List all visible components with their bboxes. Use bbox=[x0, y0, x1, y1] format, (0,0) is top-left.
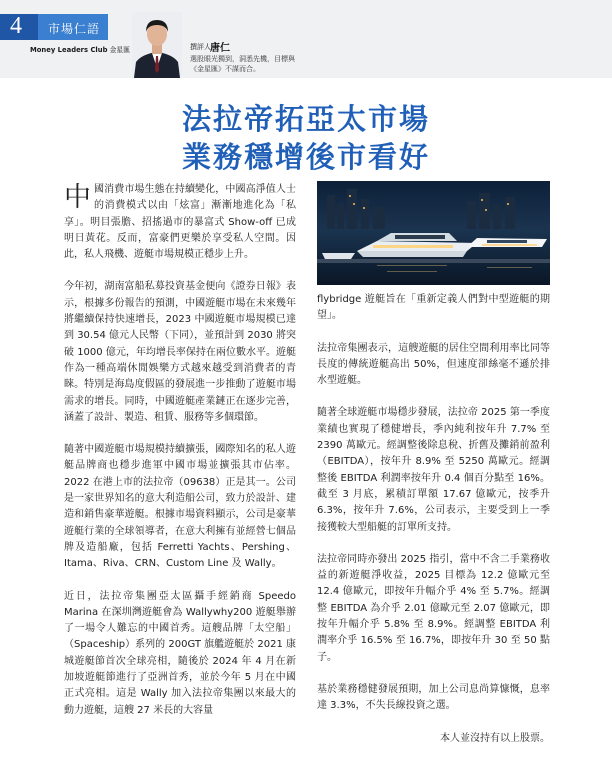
column-tab bbox=[38, 14, 108, 40]
paragraph: 今年初，湖南富船私募投資基金便向《證券日報》表示，根據多份報告的預測，中國遊艇市場在未來幾年將繼續保持快速增長，2023 中國遊艇市場規模已達到 30.54 億元人民幣（下同），並預計到 2030 將突破 1000 億元，年均增長率保持在兩位數水平。遊艇作為一種高端休閒娛樂方式越來越受到消費者的青睞。特別是海島度假區的發展進一步推動了遊艇市場需求的增長。同時，中國遊艇產業鏈正在逐步完善，涵蓋了設計、製造、租賃、服務等多個環節。 bbox=[64, 281, 296, 423]
paragraph: 法拉帝同時亦發出 2025 指引，當中不含二手業務收益的新遊艇淨收益，2025 目標為 12.2 億歐元至 12.4 億歐元，即按年升幅介乎 4% 至 5.7%。經調整 EBITDA 為介乎 2.01 億歐元至 2.07 億歐元，即按年升幅介乎 5.8% 至 8.9%。經調整 EBITDA 利潤率介乎 16.5% 至 16.7%，即按年升 30 至 50 點子。 bbox=[317, 553, 550, 663]
paragraph bbox=[64, 182, 296, 263]
headline-line-2: 業務穩增後市看好 bbox=[181, 140, 430, 174]
paragraph: 基於業務穩健發展預期，加上公司息尚算慷慨，息率達 3.3%，不失長線投資之選。 bbox=[317, 683, 550, 712]
paragraph-text: 國消費市場生態在持續變化，中國高淨值人士的消費模式以由「炫富」漸漸地進化為「私享」。明目張膽、招搖過市的暴富式 Show-off 已成明日黃花。反而，富豪們更樂於享受私人空間。因此，私人飛機、遊艇市場規模正穩步上升。 bbox=[64, 184, 296, 261]
club-name-en: Money Leaders Club bbox=[30, 46, 108, 54]
article-left-column bbox=[64, 182, 296, 735]
author-role: 撰評人 bbox=[190, 43, 211, 51]
headline-line-1: 法拉帝拓亞太市場 bbox=[181, 102, 430, 136]
club-label bbox=[30, 44, 130, 54]
drop-cap: 中 bbox=[64, 182, 91, 213]
paragraph: 近日，法拉帝集團亞太區攝手經銷商 Speedo Marina 在深圳灣遊艇會為 Wallywhy200 遊艇舉辦了一場令人難忘的中國首秀。這艘品牌「太空船」（Spaceship）系列的 200GT 旗艦遊艇於 2021 康城遊艇節首次全球亮相，隨後於 2024 年 4 月在新加坡遊艇節進行了亞洲首秀，並於今年 5 月在中國正式亮相。這是 Wally 加入法拉帝集團以來最大的動力遊艇，這艘 27 米長的大容量 bbox=[64, 590, 296, 716]
author-bio: 選股眼光獨到，洞悉先機，目標與《金星匯》不謀而合。 bbox=[190, 55, 295, 73]
paragraph: 法拉帝集團表示，這艘遊艇的居住空間利用率比同等長度的傳統遊艇高出 50%，但速度卻絲毫不遜於排水型遊艇。 bbox=[317, 342, 550, 387]
paragraph: 隨著全球遊艇市場穩步發展，法拉帝 2025 第一季度業績也實現了穩健增長，季內純利按年升 7.7% 至 2390 萬歐元。經調整後除息稅、折舊及攤銷前盈利（EBITDA），按年升 8.9% 至 5250 萬歐元。經調整後 EBITDA 利潤率按年升 0.4 個百分點至 16%。截至 3 月底，累積訂單額 17.67 億歐元，按季升 6.3%，按年升 7.6%，公司表示，主要受到上一季接獲較大型船艇的訂單所支持。 bbox=[317, 407, 550, 533]
headline bbox=[0, 100, 612, 176]
page-number: 4 bbox=[10, 13, 22, 39]
yacht-photo bbox=[317, 181, 550, 285]
author-portrait bbox=[132, 12, 182, 78]
paragraph: flybridge 遊艇旨在「重新定義人們對中型遊艇的期望」。 bbox=[317, 294, 550, 322]
author-name: 唐仁 bbox=[210, 43, 230, 54]
paragraph: 隨著中國遊艇市場規模持續擴張，國際知名的私人遊艇品牌商也穩步進軍中國市場並擴張其市佔率。2022 在港上市的法拉帝（09638）正是其一。公司是一家世界知名的意大利造船公司，致力於設計、建造和銷售豪華遊艇。根據市場資料顯示，公司是豪華遊艇行業的全球領導者，在意大利擁有並經營七個品牌及造船廠，包括 Ferretti Yachts、Pershing、Itama、Riva、CRN、Custom Line 及 Wally。 bbox=[64, 444, 296, 570]
club-name-zh: 金星匯 bbox=[109, 46, 131, 54]
article-right-column bbox=[317, 292, 550, 747]
page-number-box bbox=[0, 14, 38, 40]
disclosure: 本人並沒持有以上股票。 bbox=[440, 732, 550, 744]
column-name: 市場仁語 bbox=[48, 22, 101, 36]
page-header bbox=[0, 0, 612, 78]
